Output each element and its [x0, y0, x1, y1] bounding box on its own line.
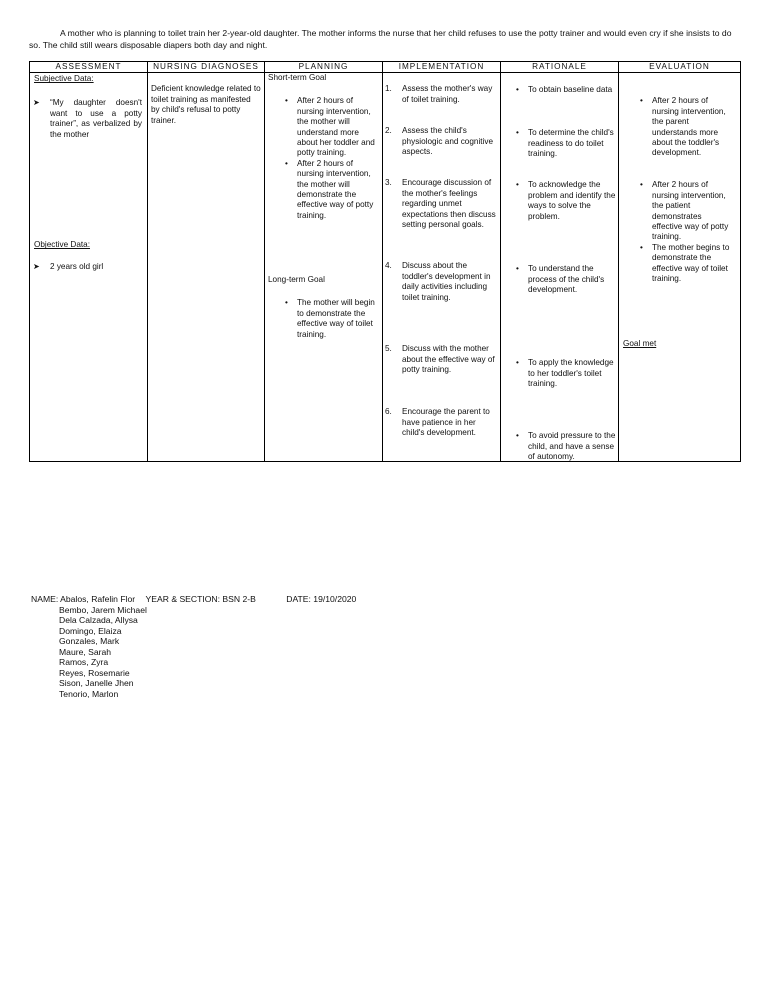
header-assessment: ASSESSMENT: [30, 62, 148, 73]
planning-cell: [265, 73, 383, 462]
subjective-data-title: Subjective Data:: [34, 74, 94, 84]
short-term-goal-list: [297, 96, 377, 221]
list-item: • To apply the knowledge to her toddler's toilet training.: [528, 358, 617, 389]
long-term-goal-list: [297, 298, 377, 340]
goal-status: Goal met: [623, 339, 657, 349]
header-evaluation: EVALUATION: [619, 62, 741, 73]
list-item: Domingo, Elaiza: [59, 625, 122, 636]
list-item: • To avoid pressure to the child, and have a sense of autonomy.: [528, 431, 617, 462]
list-item: Ramos, Zyra: [59, 657, 109, 667]
list-item: • After 2 hours of nursing intervention, the parent understands more about the toddler's development.: [652, 96, 734, 158]
short-term-goal-title: Short-term Goal: [268, 73, 327, 83]
evaluation-list: [652, 180, 734, 284]
objective-data-item: ➤ 2 years old girl: [30, 262, 146, 272]
implementation-item: 4. Discuss about the toddler's development in daily activities including toilet training.: [385, 261, 491, 302]
case-scenario: A mother who is planning to toilet train her 2-year-old daughter. The mother informs the nurse that her child refuses to use the potty trainer and would even cry if she insists to do so. The child still wears disposable diapers both day and night.: [29, 28, 732, 50]
arrow-bullet-icon: ➤: [33, 262, 40, 272]
list-item: Tenorio, Marlon: [59, 688, 119, 699]
footer-first-line: [31, 594, 356, 605]
list-item: • To determine the child's readiness to do toilet training.: [528, 128, 617, 159]
rationale-list: [528, 128, 617, 159]
header-planning: PLANNING: [265, 62, 383, 73]
list-item: Reyes, Rosemarie: [59, 667, 130, 678]
nursing-diagnosis-text: Deficient knowledge related to toilet training as manifested by child's refusal to potty trainer.: [151, 84, 261, 125]
rationale-list: [528, 358, 617, 389]
list-item: • To acknowledge the problem and identify the ways to solve the problem.: [528, 180, 617, 222]
arrow-bullet-icon: ➤: [33, 98, 40, 108]
rationale-cell: [501, 73, 619, 462]
list-item: • The mother will begin to demonstrate the effective way of toilet training.: [297, 298, 377, 340]
evaluation-cell: [619, 73, 741, 462]
implementation-item: 2. Assess the child's physiologic and cognitive aspects.: [385, 126, 494, 157]
implementation-item: 5. Discuss with the mother about the effective way of potty training.: [385, 344, 495, 375]
list-item: • To obtain baseline data: [528, 85, 617, 95]
table-header-row: [30, 62, 741, 73]
list-item: Dela Calzada, Allysa: [59, 615, 138, 625]
list-item: Maure, Sarah: [59, 646, 112, 657]
long-term-goal-title: Long-term Goal: [268, 275, 325, 285]
subjective-data-item: ➤ “My daughter doesn't want to use a potty trainer”, as verbalized by the mother: [30, 98, 146, 140]
implementation-item: 6. Encourage the parent to have patience in her child's development.: [385, 407, 490, 438]
nursing-care-plan-table: [29, 61, 741, 462]
evaluation-list: [652, 96, 734, 158]
table-body-row: [30, 73, 741, 462]
rationale-list: [528, 85, 617, 95]
list-item: • After 2 hours of nursing intervention, the patient demonstrates effective way of potty training.: [652, 180, 734, 242]
header-implementation: IMPLEMENTATION: [383, 62, 501, 73]
rationale-list: [528, 180, 617, 222]
diagnosis-cell: [148, 73, 265, 462]
list-item: Bembo, Jarem Michael: [59, 604, 147, 615]
list-item: • After 2 hours of nursing intervention, the mother will demonstrate the effective way of potty training.: [297, 159, 377, 221]
list-item: Gonzales, Mark: [59, 636, 120, 646]
list-item: • The mother begins to demonstrate the effective way of toilet training.: [652, 243, 734, 285]
list-item: • After 2 hours of nursing intervention, the mother will understand more about her toddler and potty training.: [297, 96, 377, 158]
header-rationale: RATIONALE: [501, 62, 619, 73]
list-item: • To understand the process of the child's development.: [528, 264, 617, 295]
objective-data-title: Objective Data:: [34, 240, 90, 250]
implementation-item: 1. Assess the mother's way of toilet training.: [385, 84, 493, 104]
list-item: Sison, Janelle Jhen: [59, 678, 134, 688]
header-nursing-diagnoses: NURSING DIAGNOSES: [148, 62, 265, 73]
rationale-list: [528, 264, 617, 295]
name-label: NAME:: [31, 594, 59, 604]
member-name-list: [59, 605, 356, 700]
implementation-cell: [383, 73, 501, 462]
assessment-cell: [30, 73, 148, 462]
group-members-footer: [31, 594, 356, 699]
first-member-name: Abalos, Rafelin Flor: [60, 594, 136, 604]
implementation-item: 3. Encourage discussion of the mother's feelings regarding unmet expectations then discuss setting personal goals.: [385, 178, 496, 230]
date: DATE: 19/10/2020: [286, 594, 357, 604]
year-section: YEAR & SECTION: BSN 2-B: [145, 594, 256, 604]
rationale-list: [528, 431, 617, 462]
